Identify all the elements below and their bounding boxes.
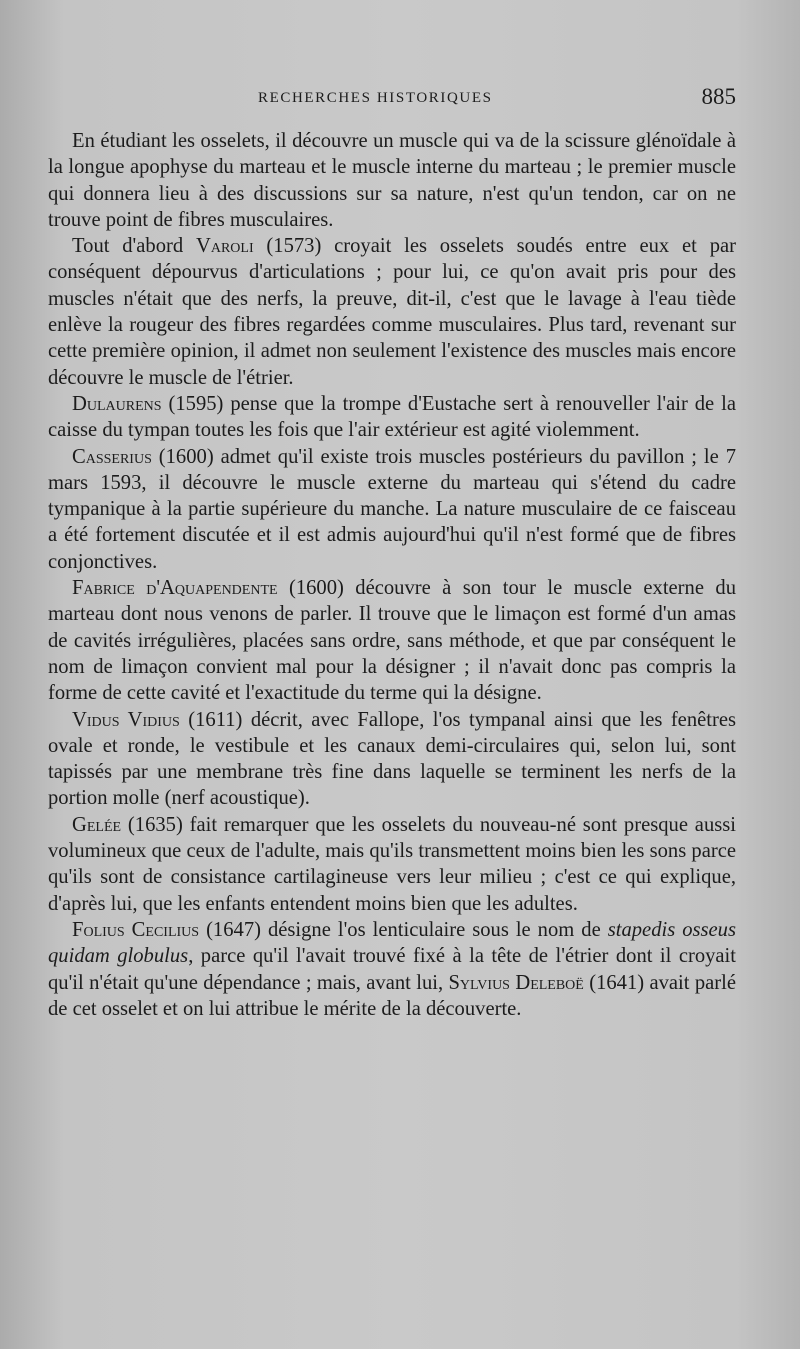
paragraph [48, 575, 736, 706]
paragraph [48, 233, 736, 391]
paragraph [48, 128, 736, 233]
paragraph [48, 707, 736, 812]
paragraph [48, 917, 736, 1022]
author-name: Casserius [72, 445, 152, 468]
paragraph-text: (1600) découvre à son tour le muscle externe du marteau dont nous venons de parler. Il trouve que le limaçon est formé d'un amas de cavités irrégulières, placées sans ordre, sans méthode, et que par conséquent le nom de limaçon convient mal pour la désigner ; il n'avait donc pas compris la forme de cette cavité et l'exactitude du terme qui la désigne. [48, 577, 736, 705]
paragraph [48, 444, 736, 575]
author-name: Folius Cecilius [72, 918, 200, 941]
paragraph-lead: Tout d'abord [72, 235, 196, 258]
latin-term: stapedis osseus quidam globulus [48, 918, 736, 968]
page-number: 885 [701, 84, 736, 109]
paragraph-text: (1647) désigne l'os lenticulaire sous le nom de [199, 918, 608, 941]
paragraph-text: (1611) décrit, avec Fallope, l'os tympanal ainsi que les fenêtres ovale et ronde, le vestibule et les canaux demi-circulaires qui, selon lui, sont tapissés par une membrane très fine dans laquelle se terminent les nerfs de la portion molle (nerf acoustique). [48, 708, 736, 810]
author-name: Dulaurens [72, 392, 162, 415]
paragraph-text: (1600) admet qu'il existe trois muscles postérieurs du pavillon ; le 7 mars 1593, il découvre le muscle externe du marteau qui s'étend du cadre tympanique à la partie supérieure du manche. La nature musculaire de ce faisceau a été fortement discutée et il est admis aujourd'hui qu'il n'est formé que de fibres conjonctives. [48, 445, 736, 573]
paragraph-text: (1641) avait parlé de cet osselet et on lui attribue le mérite de la découverte. [48, 971, 736, 1020]
paragraph-text: En étudiant les osselets, il découvre un muscle qui va de la scissure glénoïdale à la longue apophyse du marteau et le muscle interne du marteau ; le premier muscle qui donnera lieu à des discussions sur sa nature, n'est qu'un tendon, car on ne trouve point de fibres musculaires. [48, 130, 736, 231]
author-name: Vidus Vidius [72, 708, 180, 731]
paragraph-text: , parce qu'il l'avait trouvé fixé à la tête de l'étrier dont il croyait qu'il n'était qu'une dépendance ; mais, avant lui, [48, 945, 736, 994]
paragraph-text: (1635) fait remarquer que les osselets du nouveau-né sont presque aussi volumineux que ceux de l'adulte, mais qu'ils transmettent moins bien les sons parce qu'ils sont de consistance cartilagineuse vers leur milieu ; c'est ce qui explique, d'après lui, que les enfants entendent moins bien que les adultes. [48, 813, 736, 915]
author-name: Gelée [72, 813, 122, 836]
paragraph-text: (1573) croyait les osselets soudés entre eux et par conséquent dépourvus d'articulations ; pour lui, ce qu'on avait pris pour des muscles n'était que des nerfs, la preuve, dit-il, c'est que le lavage à l'eau tiède enlève la rougeur des fibres regardées comme musculaires. Plus tard, revenant sur cette première opinion, il admet non seulement l'existence des muscles mais encore découvre le muscle de l'étrier. [48, 235, 736, 389]
paragraph-text: (1595) pense que la trompe d'Eustache sert à renouveller l'air de la caisse du tympan toutes les fois que l'air extérieur est agité violemment. [48, 392, 736, 442]
body-text [48, 128, 736, 1022]
page-header [48, 84, 736, 118]
author-name: Varoli [195, 235, 254, 258]
author-name: Sylvius Deleboë [448, 971, 584, 994]
paragraph [48, 812, 736, 917]
paragraph [48, 391, 736, 444]
running-title: RECHERCHES HISTORIQUES [258, 90, 493, 106]
author-name: Fabrice d'Aquapendente [72, 577, 278, 600]
